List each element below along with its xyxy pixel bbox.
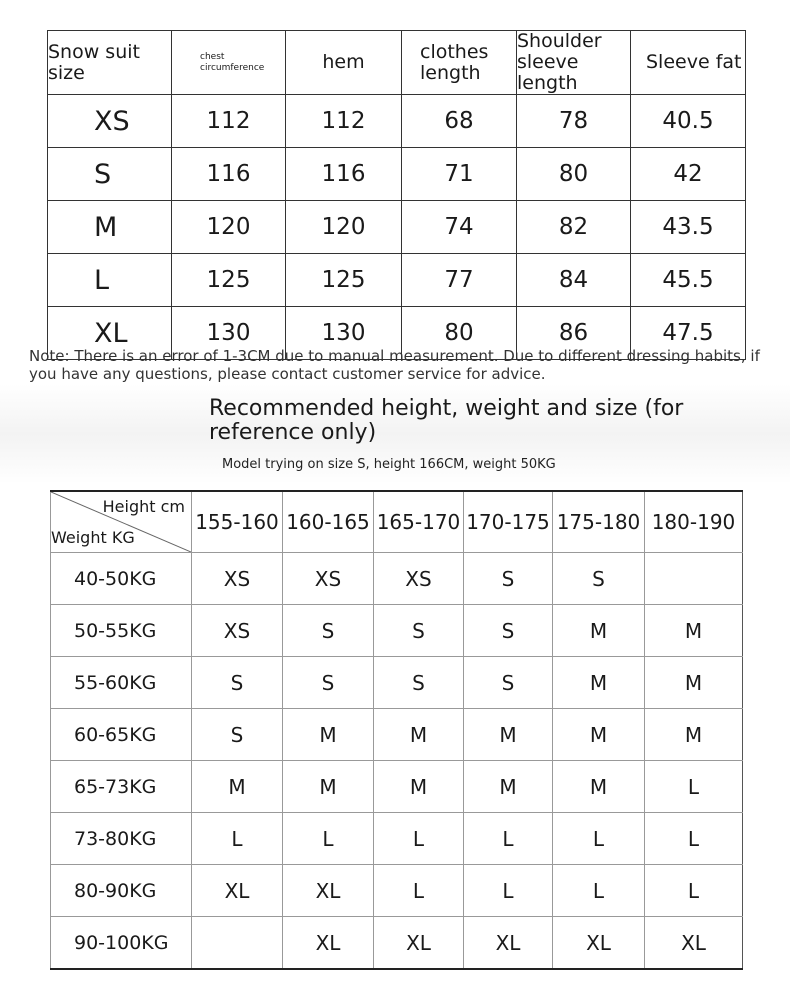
value-cell: 78 (517, 95, 631, 148)
size-cell: XL (464, 917, 553, 970)
size-cell: M (553, 605, 645, 657)
value-cell: 74 (402, 201, 517, 254)
header-size: Snow suit size (48, 31, 172, 95)
size-cell: M (553, 761, 645, 813)
recommendation-header-row (51, 491, 743, 553)
size-cell: XS (374, 553, 464, 605)
size-chart-table (47, 30, 746, 360)
size-row (48, 95, 746, 148)
weight-label: 50-55KG (51, 605, 192, 657)
corner-cell (51, 491, 192, 553)
size-cell: XL (374, 917, 464, 970)
size-cell (192, 917, 283, 970)
value-cell: 40.5 (631, 95, 746, 148)
size-cell: XS (192, 553, 283, 605)
size-cell: M (374, 761, 464, 813)
size-cell: S (464, 605, 553, 657)
height-header: 175-180 (553, 491, 645, 553)
height-header: 170-175 (464, 491, 553, 553)
value-cell: 86 (517, 307, 631, 360)
size-cell: M (553, 709, 645, 761)
size-cell: XS (283, 553, 374, 605)
value-cell: 112 (172, 95, 286, 148)
size-cell: M (464, 761, 553, 813)
weight-label: 65-73KG (51, 761, 192, 813)
size-cell: L (464, 865, 553, 917)
weight-row (51, 657, 743, 709)
value-cell: 130 (172, 307, 286, 360)
size-cell: M (283, 709, 374, 761)
weight-label: 40-50KG (51, 553, 192, 605)
height-header: 180-190 (645, 491, 743, 553)
value-cell: 42 (631, 148, 746, 201)
size-cell: L (464, 813, 553, 865)
size-cell: M (645, 605, 743, 657)
recommendation-title: Recommended height, weight and size (for reference only) (209, 396, 684, 445)
model-note: Model trying on size S, height 166CM, weight 50KG (222, 457, 556, 472)
value-cell: 120 (172, 201, 286, 254)
size-cell: L (374, 813, 464, 865)
size-cell: S (283, 605, 374, 657)
size-label: XS (48, 95, 172, 148)
size-label: S (48, 148, 172, 201)
size-row (48, 148, 746, 201)
size-cell: M (283, 761, 374, 813)
value-cell: 71 (402, 148, 517, 201)
size-row (48, 254, 746, 307)
weight-label: 80-90KG (51, 865, 192, 917)
value-cell: 120 (286, 201, 402, 254)
size-cell: M (192, 761, 283, 813)
value-cell: 130 (286, 307, 402, 360)
corner-weight-label: Weight KG (51, 528, 135, 547)
weight-row (51, 553, 743, 605)
header-hem: hem (286, 31, 402, 95)
size-cell: S (374, 657, 464, 709)
weight-row (51, 865, 743, 917)
size-label: XL (48, 307, 172, 360)
recommendation-table (50, 490, 743, 970)
weight-label: 60-65KG (51, 709, 192, 761)
size-cell: L (192, 813, 283, 865)
size-cell: L (553, 813, 645, 865)
size-cell: M (553, 657, 645, 709)
size-cell: S (553, 553, 645, 605)
size-cell: L (645, 865, 743, 917)
size-cell: L (645, 813, 743, 865)
size-cell: M (374, 709, 464, 761)
weight-row (51, 605, 743, 657)
value-cell: 43.5 (631, 201, 746, 254)
size-cell: XL (283, 865, 374, 917)
header-shoulder-sleeve: Shoulder sleeve length (517, 31, 631, 95)
measurement-note: Note: There is an error of 1-3CM due to manual measurement. Due to different dressing habits, if you have any questions, please contact customer service for advice. (29, 347, 760, 383)
weight-label: 55-60KG (51, 657, 192, 709)
weight-row (51, 761, 743, 813)
size-cell: M (464, 709, 553, 761)
header-chest: chest circumference (172, 31, 286, 95)
value-cell: 116 (286, 148, 402, 201)
value-cell: 116 (172, 148, 286, 201)
value-cell: 112 (286, 95, 402, 148)
value-cell: 125 (286, 254, 402, 307)
size-cell: XL (645, 917, 743, 970)
size-cell: L (374, 865, 464, 917)
size-cell: S (283, 657, 374, 709)
weight-row (51, 813, 743, 865)
weight-row (51, 709, 743, 761)
size-cell: S (192, 709, 283, 761)
size-cell: XL (553, 917, 645, 970)
value-cell: 45.5 (631, 254, 746, 307)
size-label: L (48, 254, 172, 307)
size-cell: XL (283, 917, 374, 970)
value-cell: 84 (517, 254, 631, 307)
value-cell: 47.5 (631, 307, 746, 360)
size-cell: L (553, 865, 645, 917)
size-label: M (48, 201, 172, 254)
size-cell: XL (192, 865, 283, 917)
size-cell: S (192, 657, 283, 709)
height-header: 160-165 (283, 491, 374, 553)
size-cell: S (464, 657, 553, 709)
size-cell (645, 553, 743, 605)
size-chart-header-row (48, 31, 746, 95)
value-cell: 82 (517, 201, 631, 254)
value-cell: 125 (172, 254, 286, 307)
size-cell: M (645, 709, 743, 761)
size-cell: L (645, 761, 743, 813)
value-cell: 80 (517, 148, 631, 201)
value-cell: 80 (402, 307, 517, 360)
size-cell: S (374, 605, 464, 657)
height-header: 165-170 (374, 491, 464, 553)
value-cell: 68 (402, 95, 517, 148)
header-clothes-length: clothes length (402, 31, 517, 95)
weight-label: 90-100KG (51, 917, 192, 970)
corner-height-label: Height cm (102, 497, 185, 516)
size-cell: L (283, 813, 374, 865)
weight-row (51, 917, 743, 970)
size-row (48, 201, 746, 254)
header-sleeve-fat: Sleeve fat (631, 31, 746, 95)
size-cell: XS (192, 605, 283, 657)
weight-label: 73-80KG (51, 813, 192, 865)
size-cell: M (645, 657, 743, 709)
size-cell: S (464, 553, 553, 605)
height-header: 155-160 (192, 491, 283, 553)
value-cell: 77 (402, 254, 517, 307)
